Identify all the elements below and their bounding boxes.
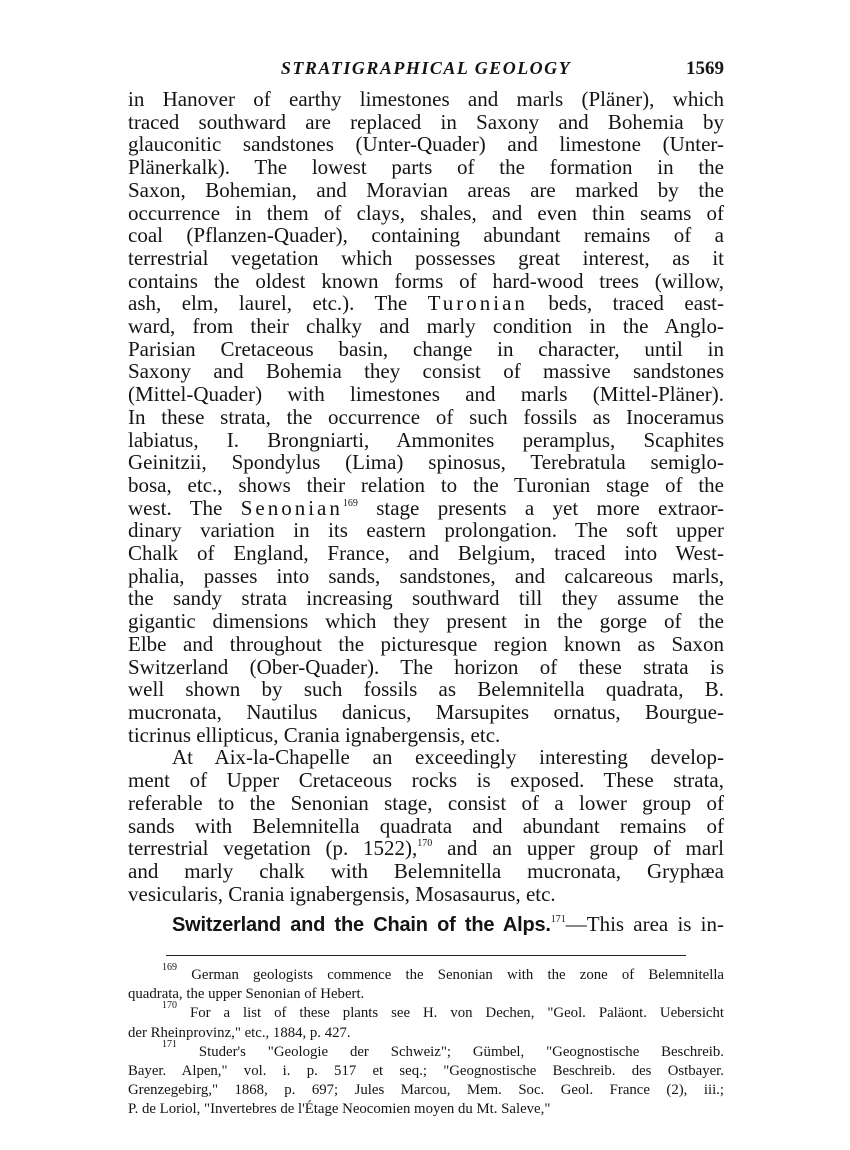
line-text: beds, traced east- [548, 291, 725, 316]
text-line [128, 837, 724, 860]
text-line [128, 292, 724, 315]
text-line [128, 497, 724, 520]
footnote [128, 1038, 724, 1120]
text-line: glauconitic sandstones (Unter-Quader) and limestone (Unter- [128, 132, 724, 157]
body-text [128, 88, 724, 937]
text-line: Parisian Cretaceous basin, change in character, until in [128, 336, 724, 361]
line-text: German geologists commence the Senonian with the zone of Belemnitella [191, 967, 724, 984]
text-line: coal (Pflanzen-Quader), containing abundant remains of a [128, 223, 724, 248]
footnote [128, 962, 724, 1004]
page [128, 58, 724, 1120]
footnote-line: P. de Loriol, "Invertebres de l'Étage Neocomien moyen du Mt. Saleve," [128, 1101, 551, 1118]
text-line: Saxony and Bohemia they consist of massive sandstones [128, 359, 724, 384]
text-line: (Mittel-Quader) with limestones and marls (Mittel-Pläner). [128, 382, 724, 407]
footnote-divider [166, 955, 686, 956]
line-text: For a list of these plants see H. von Dechen, "Geol. Paläont. Uebersicht [189, 1005, 725, 1022]
footnote-line: Bayer. Alpen," vol. i. p. 517 et seq.; "Geognostische Beschreib. des Ostbayer. [128, 1063, 724, 1080]
text-line [128, 913, 724, 937]
paragraph [128, 88, 724, 746]
spaced-term: Turonian [427, 291, 528, 316]
line-text: and an upper group of marl [447, 836, 724, 861]
text-line: Plänerkalk). The lowest parts of the formation in the [128, 155, 724, 180]
page-number: 1569 [686, 58, 724, 79]
text-line: vesicularis, Crania ignabergensis, Mosasaurus, etc. [128, 881, 556, 906]
text-line: dinary variation in its eastern prolongation. The soft upper [128, 518, 724, 543]
text-line: terrestrial vegetation which possesses great interest, as it [128, 245, 724, 270]
paragraph [128, 913, 724, 937]
text-line: ward, from their chalky and marly condition in the Anglo- [128, 314, 724, 339]
text-line: in Hanover of earthy limestones and marls (Pläner), which [128, 87, 724, 111]
footnote [128, 1000, 725, 1042]
text-line: referable to the Senonian stage, consist of a lower group of [128, 790, 724, 815]
text-line: mucronata, Nautilus danicus, Marsupites ornatus, Bourgue- [128, 699, 724, 724]
footnote-number: 171 [162, 1038, 177, 1050]
text-line: traced southward are replaced in Saxony and Bohemia by [128, 109, 724, 134]
text-line: ticrinus ellipticus, Crania ignabergensis, etc. [128, 722, 501, 747]
footnote-line [128, 962, 724, 985]
line-text: Studer's "Geologie der Schweiz"; Gümbel, "Geognostische Beschreib. [198, 1043, 724, 1060]
footnotes [128, 962, 725, 1120]
text-line: ment of Upper Cretaceous rocks is exposed. These strata, [128, 768, 724, 793]
text-line: bosa, etc., shows their relation to the Turonian stage of the [128, 472, 724, 497]
text-line: contains the oldest known forms of hard-wood trees (willow, [128, 268, 724, 293]
text-line: Geinitzii, Spondylus (Lima) spinosus, Terebratula semiglo- [128, 450, 724, 475]
footnote-ref: 169 [342, 497, 358, 509]
line-text: stage presents a yet more extraor- [376, 495, 725, 520]
spaced-term: Senonian [240, 495, 343, 520]
section-heading: Switzerland and the Chain of the Alps. [172, 914, 551, 937]
paragraph [128, 746, 724, 905]
footnote-line: quadrata, the upper Senonian of Hebert. [128, 986, 365, 1003]
footnote-ref: 171 [550, 914, 566, 926]
line-text: ash, elm, laurel, etc.). The [128, 291, 408, 316]
text-line: Switzerland (Ober-Quader). The horizon of these strata is [128, 654, 724, 679]
page-header [128, 58, 724, 88]
line-text: —This area is in- [565, 912, 724, 937]
text-line: Saxon, Bohemian, and Moravian areas are marked by the [128, 177, 724, 202]
line-text: terrestrial vegetation (p. 1522), [128, 836, 418, 861]
text-line: and marly chalk with Belemnitella mucronata, Gryphæa [128, 858, 724, 883]
text-line: Chalk of England, France, and Belgium, traced into West- [128, 541, 724, 566]
footnote-number: 170 [162, 1000, 177, 1012]
text-line: the sandy strata increasing southward till they assume the [128, 586, 724, 611]
running-title: STRATIGRAPHICAL GEOLOGY [280, 58, 572, 78]
text-line: occurrence in them of clays, shales, and even thin seams of [128, 200, 724, 225]
footnote-line: der Rheinprovinz," etc., 1884, p. 427. [128, 1024, 351, 1041]
line-text: west. The [128, 495, 223, 520]
text-line: In these strata, the occurrence of such fossils as Inoceramus [128, 404, 724, 429]
text-line: phalia, passes into sands, sandstones, and calcareous marls, [128, 563, 724, 588]
text-line: well shown by such fossils as Belemnitella quadrata, B. [128, 677, 724, 702]
text-line: gigantic dimensions which they present in the gorge of the [128, 609, 724, 634]
text-line: labiatus, I. Brongniarti, Ammonites peramplus, Scaphites [128, 427, 724, 452]
footnote-line [128, 1038, 724, 1062]
text-line: At Aix-la-Chapelle an exceedingly interesting develop- [172, 745, 724, 770]
footnote-number: 169 [162, 962, 177, 974]
footnote-line: Grenzegebirg," 1868, p. 697; Jules Marcou, Mem. Soc. Geol. France (2), iii.; [128, 1082, 724, 1099]
footnote-ref: 170 [417, 838, 433, 850]
text-line: sands with Belemnitella quadrata and abundant remains of [128, 813, 724, 838]
text-line: Elbe and throughout the picturesque region known as Saxon [128, 631, 724, 656]
footnote-line [128, 1000, 725, 1023]
